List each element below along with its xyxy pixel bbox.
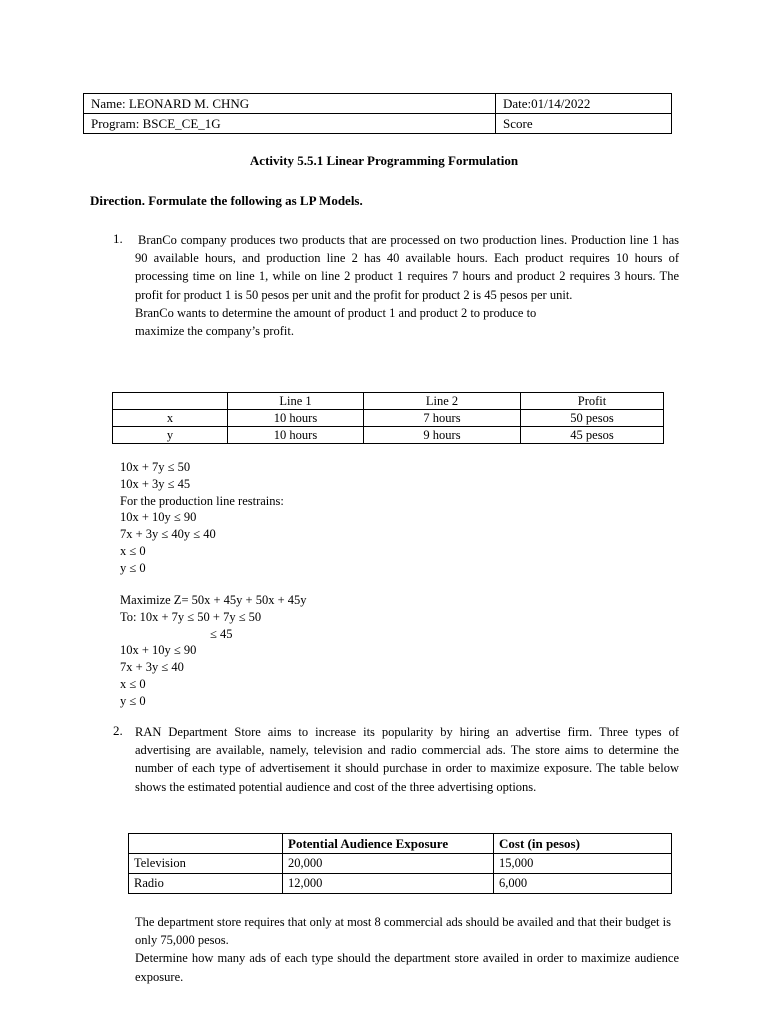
- table-cell: 50 pesos: [521, 410, 664, 427]
- problem-1-goal: BranCo wants to determine the amount of product 1 and product 2 to produce to maximize the company’s profit.: [135, 305, 537, 339]
- table-row: [113, 410, 664, 427]
- model-line: x ≤ 0: [120, 676, 146, 691]
- advertising-table: [128, 833, 672, 894]
- model-line: 7x + 3y ≤ 40: [120, 660, 184, 675]
- header-table: [83, 93, 672, 134]
- problem-1-text: [135, 231, 679, 340]
- problem-2-notes: [135, 913, 679, 986]
- page-title: Activity 5.5.1 Linear Programming Formulation: [249, 153, 519, 168]
- score-field: Score: [496, 114, 672, 134]
- model-line: ≤ 45: [210, 626, 233, 641]
- table-header: Cost (in pesos): [494, 834, 672, 854]
- problem-2-statement: RAN Department Store aims to increase its popularity by hiring an advertise firm. Three types of advertising are available, namely, television and radio commercial ads. The store aims to determine the number of each type of advertisement it should purchase in order to maximize exposure. The table below shows the estimated potential audience and cost of the three advertising options.: [135, 725, 679, 794]
- table-header: Line 2: [364, 393, 521, 410]
- table-cell: y: [113, 427, 228, 444]
- work-line: 10x + 10y ≤ 90: [120, 510, 197, 525]
- table-cell: 15,000: [494, 854, 672, 874]
- table-cell: 20,000: [283, 854, 494, 874]
- table-cell: 6,000: [494, 874, 672, 894]
- header-row: [84, 94, 672, 114]
- work-line: y ≤ 0: [120, 560, 146, 575]
- work-line: 7x + 3y ≤ 40y ≤ 40: [120, 527, 216, 542]
- model-line: Maximize Z= 50x + 45y + 50x + 45y: [120, 593, 307, 607]
- student-name: Name: LEONARD M. CHNG: [84, 94, 496, 114]
- table-cell: Television: [129, 854, 283, 874]
- table-cell: [129, 834, 283, 854]
- model-line: To: 10x + 7y ≤ 50 + 7y ≤ 50: [120, 609, 262, 624]
- constraint-work: [120, 459, 284, 577]
- program-field: Program: BSCE_CE_1G: [84, 114, 496, 134]
- table-row: [129, 854, 672, 874]
- table-cell: 45 pesos: [521, 427, 664, 444]
- table-cell: [113, 393, 228, 410]
- direction-text: Direction. Formulate the following as LP Models.: [90, 193, 363, 208]
- table-header: Profit: [521, 393, 664, 410]
- table-row: [113, 427, 664, 444]
- model-line: 10x + 10y ≤ 90: [120, 643, 197, 658]
- work-line: 10x + 7y ≤ 50: [120, 460, 191, 474]
- problem-2-number: 2.: [113, 723, 123, 738]
- lp-model: [120, 592, 307, 710]
- production-table: [112, 392, 664, 444]
- problem-1-statement: BranCo company produces two products that are processed on two production lines. Production line 1 has 90 available hours, and production line 2 has 40 available hours. Each product requires 10 hours of processing time on line 1, while on line 2 product 1 requires 7 hours and product 2 requires 3 hours. The profit for product 1 is 50 pesos per unit and the profit for product 2 is 45 pesos per unit.: [135, 233, 679, 302]
- table-header: Potential Audience Exposure: [283, 834, 494, 854]
- model-line: y ≤ 0: [120, 693, 146, 708]
- table-header-row: [129, 834, 672, 854]
- table-cell: 12,000: [283, 874, 494, 894]
- table-cell: 10 hours: [228, 410, 364, 427]
- work-line: For the production line restrains:: [120, 493, 284, 508]
- date-field: Date:01/14/2022: [496, 94, 672, 114]
- problem-1-number: 1.: [113, 231, 123, 246]
- table-cell: Radio: [129, 874, 283, 894]
- table-cell: 9 hours: [364, 427, 521, 444]
- work-line: 10x + 3y ≤ 45: [120, 476, 191, 491]
- problem-2-goal: Determine how many ads of each type should the department store availed in order to maximize audience exposure.: [135, 951, 679, 984]
- header-row: [84, 114, 672, 134]
- table-cell: 7 hours: [364, 410, 521, 427]
- table-header: Line 1: [228, 393, 364, 410]
- table-row: [129, 874, 672, 894]
- problem-2-constraint-text: The department store requires that only at most 8 commercial ads should be availed and that their budget is only 75,000 pesos.: [135, 915, 671, 948]
- table-header-row: [113, 393, 664, 410]
- table-cell: x: [113, 410, 228, 427]
- table-cell: 10 hours: [228, 427, 364, 444]
- work-line: x ≤ 0: [120, 543, 146, 558]
